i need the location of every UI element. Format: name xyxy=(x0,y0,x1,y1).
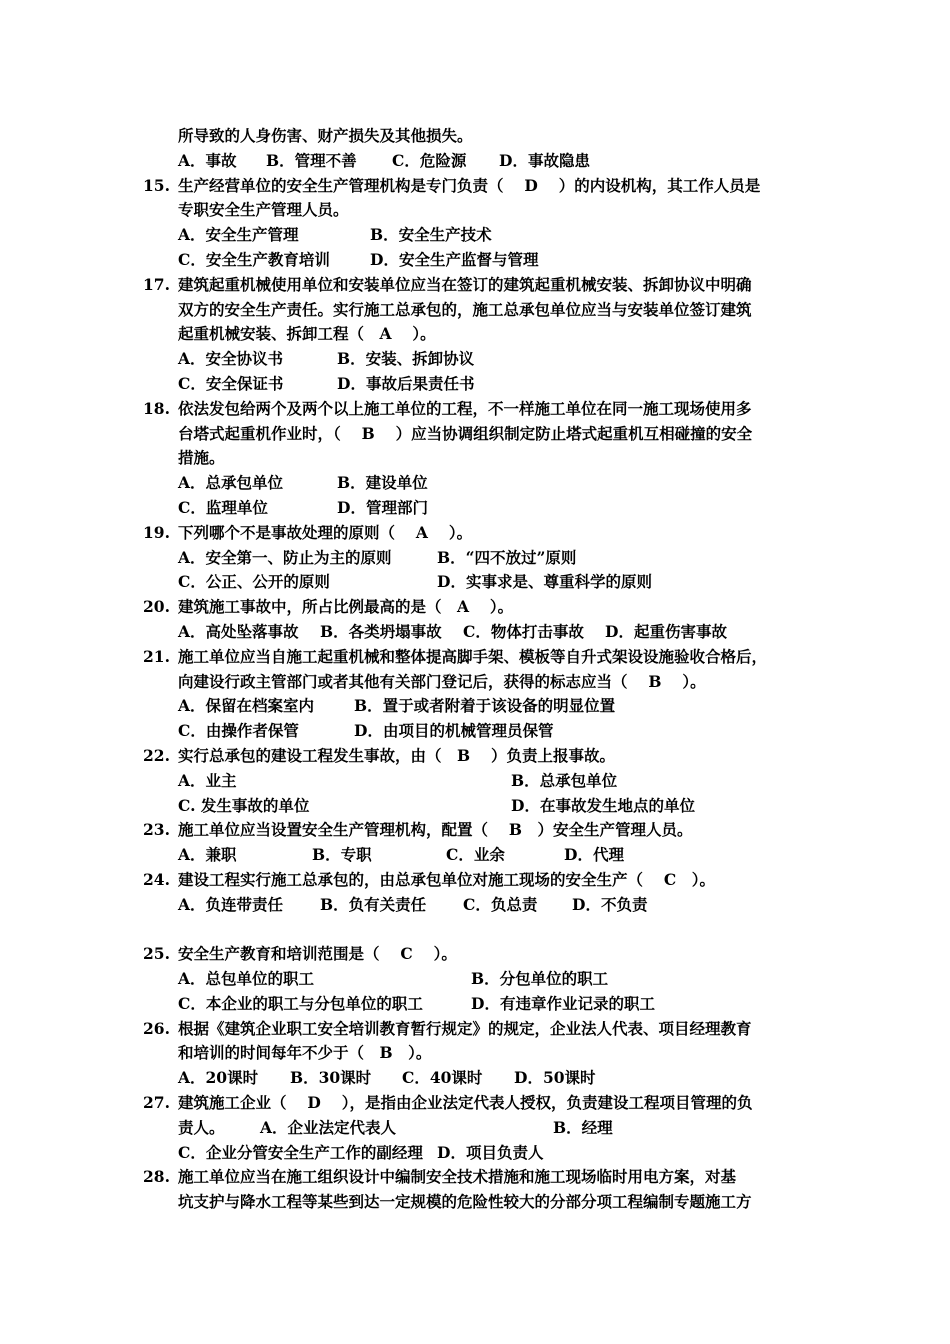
question-text: 专职安全生产管理人员。 xyxy=(178,200,349,220)
option-b: B．“四不放过”原则 xyxy=(437,547,577,567)
question-14-options xyxy=(143,149,823,174)
question-number: 27. xyxy=(143,1093,170,1113)
question-text-line xyxy=(143,670,823,695)
question-28 xyxy=(143,1165,823,1190)
question-18-options-row1 xyxy=(143,471,823,496)
option-d: D．不负责 xyxy=(572,894,648,914)
question-15-options-row2 xyxy=(143,248,823,273)
option-a: A．总包单位的职工 xyxy=(178,969,315,989)
question-number: 22. xyxy=(143,745,170,765)
question-text: 下列哪个不是事故处理的原则（ A ）。 xyxy=(178,522,473,542)
question-text: 根据《建筑企业职工安全培训教育暂行规定》的规定，企业法人代表、项目经理教育 xyxy=(178,1018,752,1038)
question-text: 所导致的人身伤害、财产损失及其他损失。 xyxy=(178,126,473,145)
option-d: D．50课时 xyxy=(514,1068,596,1088)
question-text: 实行总承包的建设工程发生事故，由（ B ）负责上报事故。 xyxy=(178,745,615,765)
question-text: 建筑起重机械使用单位和安装单位应当在签订的建筑起重机械安装、拆卸协议中明确 xyxy=(178,274,752,294)
question-text-line xyxy=(143,298,823,323)
question-22-options-row1 xyxy=(143,769,823,794)
question-text-line xyxy=(143,1190,823,1215)
blank-line xyxy=(143,918,823,943)
question-21-options-row2 xyxy=(143,719,823,744)
option-b: B．负有关责任 xyxy=(320,894,427,914)
option-b: B．专职 xyxy=(312,845,372,865)
option-a: A．兼职 xyxy=(178,845,237,865)
question-text: 施工单位应当在施工组织设计中编制安全技术措施和施工现场临时用电方案，对基 xyxy=(178,1167,737,1187)
question-text: 施工单位应当自施工起重机械和整体提高脚手架、模板等自升式架设设施验收合格后， xyxy=(178,646,768,666)
option-a: A．安全协议书 xyxy=(178,349,284,369)
option-b: B．30课时 xyxy=(290,1068,372,1088)
option-a: A．事故 xyxy=(178,150,237,170)
question-text: 依法发包给两个及两个以上施工单位的工程，不一样施工单位在同一施工现场使用多 xyxy=(178,398,752,418)
question-text-line xyxy=(143,446,823,471)
question-number: 25. xyxy=(143,944,170,964)
question-number: 20. xyxy=(143,597,170,617)
question-text: 向建设行政主管部门或者其他有关部门登记后，获得的标志应当（ B ）。 xyxy=(178,671,706,691)
option-b: B．置于或者附着于该设备的明显位置 xyxy=(354,696,616,716)
option-b: B．建设单位 xyxy=(337,473,428,493)
option-c: C．业余 xyxy=(446,845,505,865)
question-19 xyxy=(143,521,823,546)
question-27-line2 xyxy=(143,1116,823,1141)
question-number: 21. xyxy=(143,646,170,666)
question-number: 17. xyxy=(143,274,170,294)
question-text-line xyxy=(143,322,823,347)
question-text: 建筑施工企业（ D ），是指由企业法定代表人授权，负责建设工程项目管理的负 xyxy=(178,1093,753,1113)
question-text: 建筑施工事故中，所占比例最高的是（ A ）。 xyxy=(178,597,514,617)
option-d: D．代理 xyxy=(564,845,624,865)
question-number: 28. xyxy=(143,1167,170,1187)
question-22-options-row2 xyxy=(143,794,823,819)
option-d: D．起重伤害事故 xyxy=(605,621,727,641)
option-c: C．监理单位 xyxy=(178,497,268,517)
question-15 xyxy=(143,174,823,199)
option-a: A．高处坠落事故 xyxy=(178,621,299,641)
question-text: 双方的安全生产责任。实行施工总承包的，施工总承包单位应当与安装单位签订建筑 xyxy=(178,299,752,319)
question-number: 18. xyxy=(143,398,170,418)
question-24 xyxy=(143,868,823,893)
option-d: D．由项目的机械管理员保管 xyxy=(354,721,554,741)
option-b: B．安装、拆卸协议 xyxy=(337,349,475,369)
question-text: 和培训的时间每年不少于（ B ）。 xyxy=(178,1043,432,1063)
option-c: C．物体打击事故 xyxy=(463,621,584,641)
option-a: A．业主 xyxy=(178,770,237,790)
question-text: 生产经营单位的安全生产管理机构是专门负责（ D ）的内设机构，其工作人员是 xyxy=(178,175,761,195)
option-d: D．事故后果责任书 xyxy=(337,373,475,393)
question-18 xyxy=(143,397,823,422)
option-d: D．在事故发生地点的单位 xyxy=(511,795,695,815)
option-b: B．各类坍塌事故 xyxy=(320,621,442,641)
question-21-options-row1 xyxy=(143,694,823,719)
question-text: 坑支护与降水工程等某些到达一定规模的危险性较大的分部分项工程编制专题施工方 xyxy=(178,1192,752,1212)
option-b: B．总承包单位 xyxy=(511,770,618,790)
option-c: C．安全生产教育培训 xyxy=(178,249,330,269)
option-b: B．管理不善 xyxy=(266,150,357,170)
question-text-line xyxy=(143,422,823,447)
option-a: A．安全第一、防止为主的原则 xyxy=(178,547,392,567)
question-text: 施工单位应当设置安全生产管理机构，配置（ B ）安全生产管理人员。 xyxy=(178,820,693,840)
question-text: 起重机械安装、拆卸工程（ A ）。 xyxy=(178,324,436,344)
option-c: C. 发生事故的单位 xyxy=(178,795,310,815)
option-c: C．负总责 xyxy=(463,894,538,914)
question-19-options-row2 xyxy=(143,570,823,595)
option-c: C．企业分管安全生产工作的副经理 xyxy=(178,1142,423,1162)
question-21 xyxy=(143,645,823,670)
question-text-line xyxy=(143,1041,823,1066)
question-text: 建设工程实行施工总承包的，由总承包单位对施工现场的安全生产（ C ）。 xyxy=(178,869,715,889)
question-17 xyxy=(143,273,823,298)
question-27-options-row2 xyxy=(143,1141,823,1166)
option-c: C．本企业的职工与分包单位的职工 xyxy=(178,993,423,1013)
option-d: D．管理部门 xyxy=(337,497,428,517)
option-d: D．实事求是、尊重科学的原则 xyxy=(437,572,652,592)
option-a: A．企业法定代表人 xyxy=(260,1117,397,1137)
option-a: A．负连带责任 xyxy=(178,894,284,914)
question-list xyxy=(143,124,823,1215)
question-23 xyxy=(143,818,823,843)
option-c: C．公正、公开的原则 xyxy=(178,572,330,592)
question-18-options-row2 xyxy=(143,496,823,521)
question-25-options-row2 xyxy=(143,992,823,1017)
question-20-options xyxy=(143,620,823,645)
question-text: 措施。 xyxy=(178,448,225,468)
question-25-options-row1 xyxy=(143,967,823,992)
option-d: D．有违章作业记录的职工 xyxy=(471,993,655,1013)
question-text: 责人。 xyxy=(178,1117,225,1137)
question-number: 19. xyxy=(143,522,170,542)
question-15-options-row1 xyxy=(143,223,823,248)
option-c: C．危险源 xyxy=(392,150,467,170)
question-23-options xyxy=(143,843,823,868)
question-number: 26. xyxy=(143,1018,170,1038)
question-17-options-row2 xyxy=(143,372,823,397)
question-22 xyxy=(143,744,823,769)
question-number: 24. xyxy=(143,869,170,889)
question-25 xyxy=(143,942,823,967)
question-26-options xyxy=(143,1066,823,1091)
question-14-text xyxy=(143,124,823,149)
option-a: A．总承包单位 xyxy=(178,473,284,493)
option-a: A．保留在档案室内 xyxy=(178,696,315,716)
option-a: A．20课时 xyxy=(178,1068,259,1088)
option-d: D．事故隐患 xyxy=(499,150,590,170)
question-text: 台塔式起重机作业时，（ B ）应当协调组织制定防止塔式起重机互相碰撞的安全 xyxy=(178,423,753,443)
question-text: 安全生产教育和培训范围是（ C ）。 xyxy=(178,944,457,964)
question-27 xyxy=(143,1091,823,1116)
option-b: B．分包单位的职工 xyxy=(471,969,609,989)
question-number: 23. xyxy=(143,820,170,840)
option-d: D．项目负责人 xyxy=(437,1142,544,1162)
question-17-options-row1 xyxy=(143,347,823,372)
question-number: 15. xyxy=(143,175,170,195)
question-20 xyxy=(143,595,823,620)
question-26 xyxy=(143,1017,823,1042)
option-d: D．安全生产监督与管理 xyxy=(370,249,539,269)
question-24-options xyxy=(143,893,823,918)
option-a: A．安全生产管理 xyxy=(178,225,299,245)
option-c: C．40课时 xyxy=(402,1068,483,1088)
option-b: B．经理 xyxy=(553,1117,613,1137)
question-text-line xyxy=(143,198,823,223)
option-b: B．安全生产技术 xyxy=(370,225,492,245)
option-c: C．安全保证书 xyxy=(178,373,284,393)
option-c: C．由操作者保管 xyxy=(178,721,299,741)
question-19-options-row1 xyxy=(143,546,823,571)
